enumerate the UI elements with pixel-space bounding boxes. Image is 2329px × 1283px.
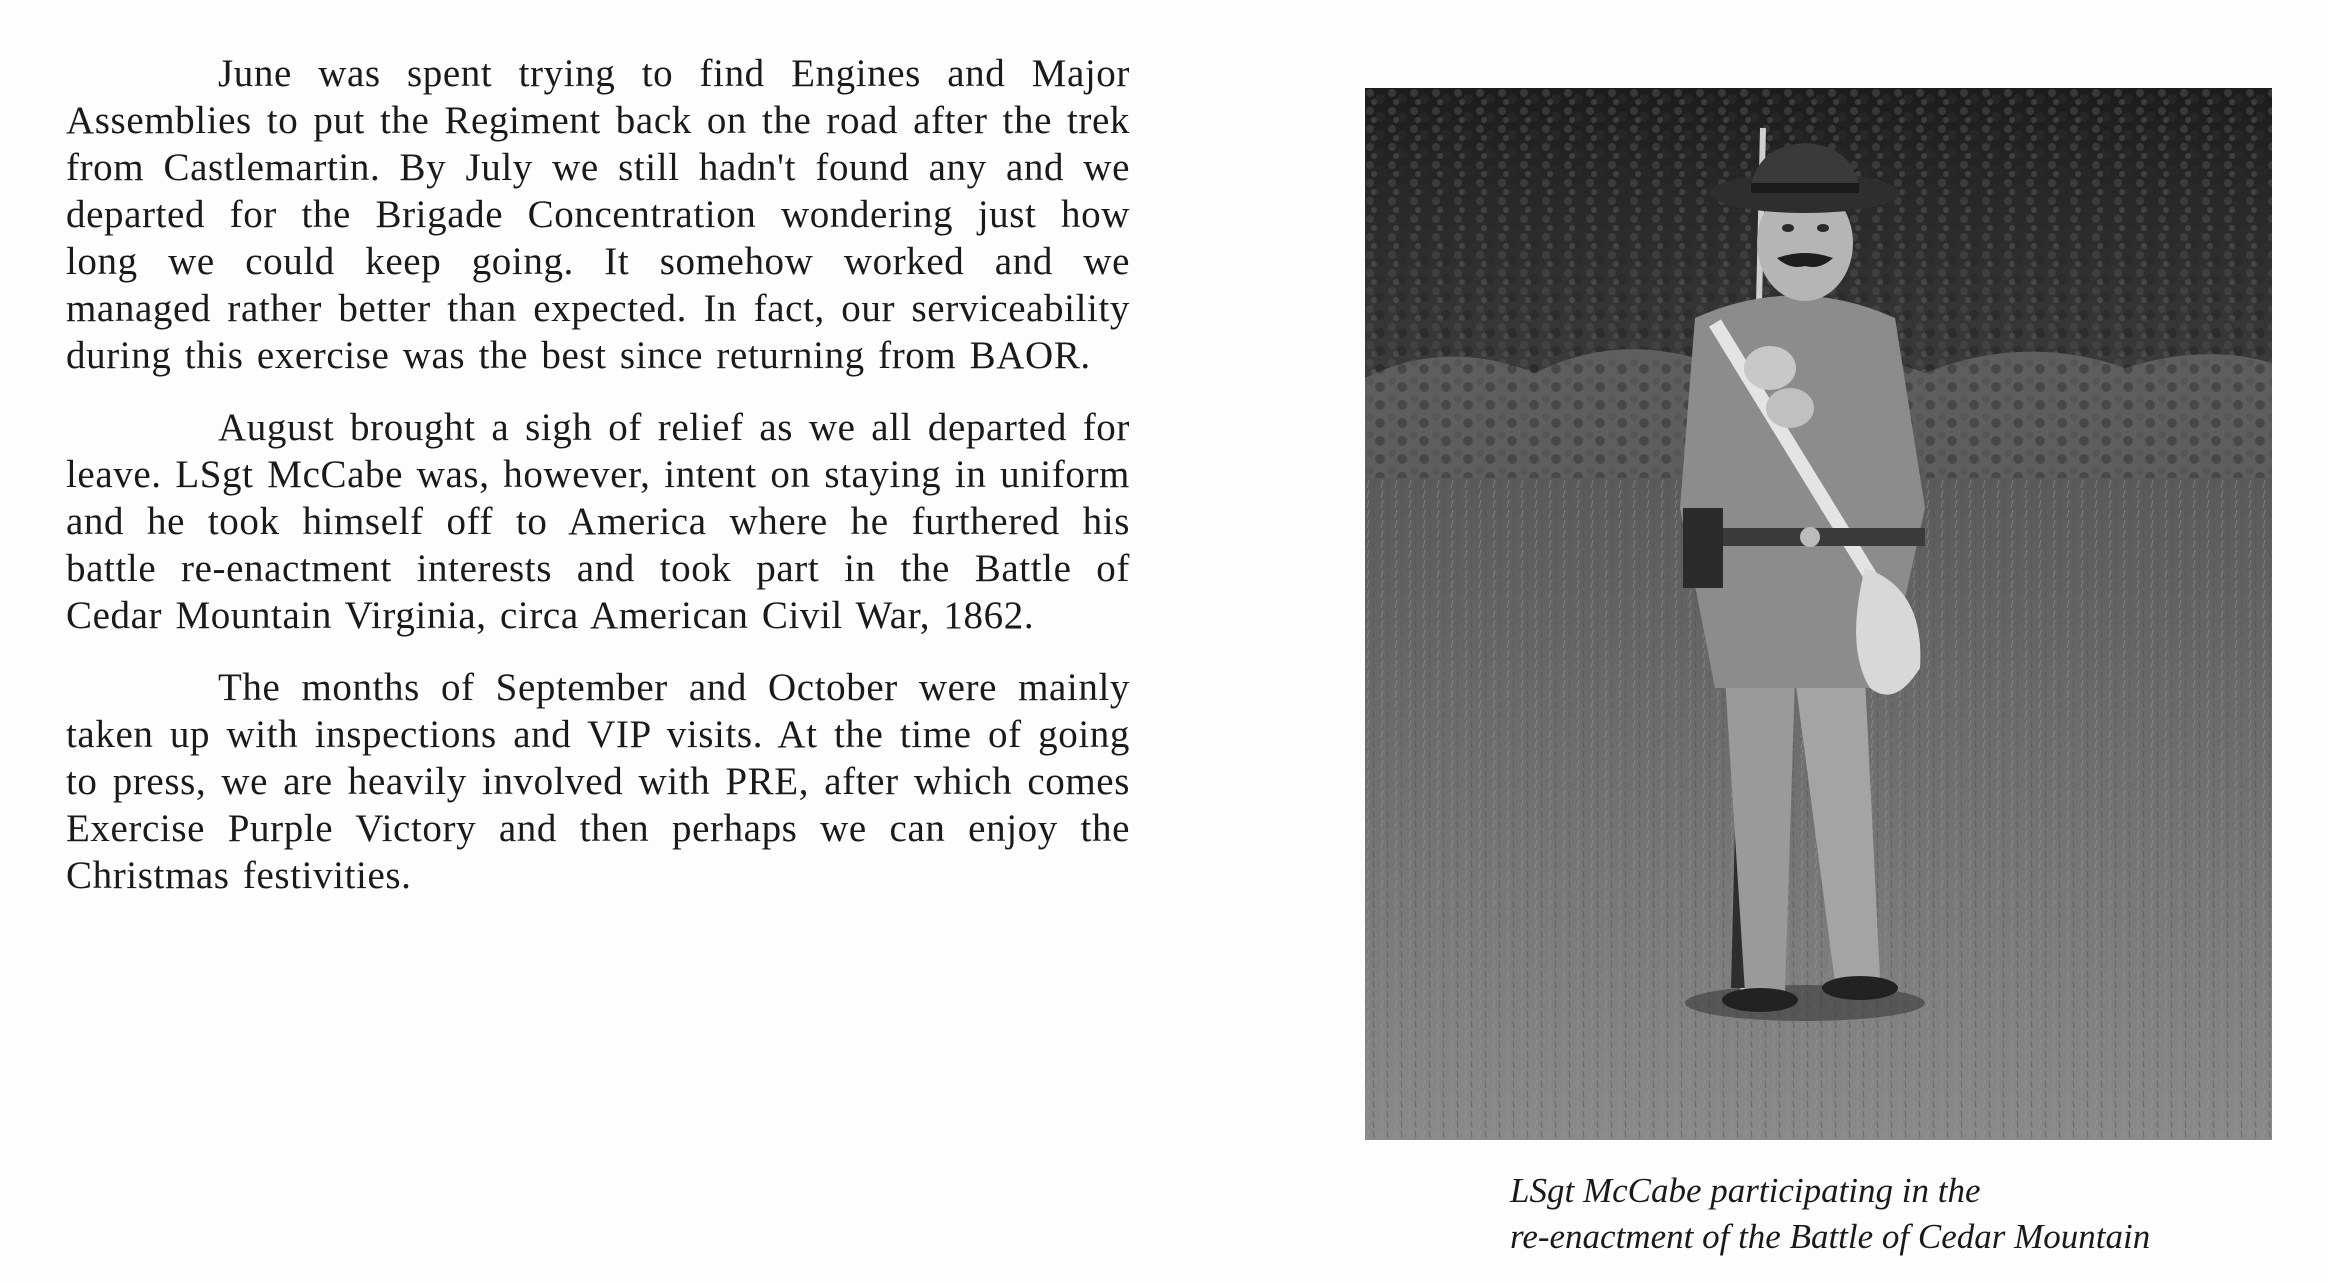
paragraph-june: June was spent trying to find Engines and Major Assemblies to put the Regiment back on the road after the trek from Castlemartin. By July we still hadn't found any and we departed for the Brigade Concentration wondering just how long we could keep going. It somehow worked and we managed rather better than expected. In fact, our serviceability during this exercise was the best since returning from BAOR. (66, 52, 1130, 377)
reenactor-photo (1365, 88, 2272, 1140)
reenactor-photo-illustration (1365, 88, 2272, 1140)
paragraph-september: The months of September and October were mainly taken up with inspections and VIP visits. At the time of going to press, we are heavily involved with PRE, after which comes Exercise Purple Victory and then perhaps we can enjoy the Christmas festivities. (66, 666, 1130, 897)
photo-caption (1510, 1168, 2310, 1260)
article-body (66, 50, 1130, 924)
caption-line-2: re-enactment of the Battle of Cedar Mountain (1510, 1217, 2151, 1256)
paragraph-august: August brought a sigh of relief as we all departed for leave. LSgt McCabe was, however, intent on staying in uniform and he took himself off to America where he furthered his battle re-enactment interests and took part in the Battle of Cedar Mountain Virginia, circa American Civil War, 1862. (66, 406, 1130, 637)
caption-line-1: LSgt McCabe participating in the (1510, 1171, 1981, 1210)
